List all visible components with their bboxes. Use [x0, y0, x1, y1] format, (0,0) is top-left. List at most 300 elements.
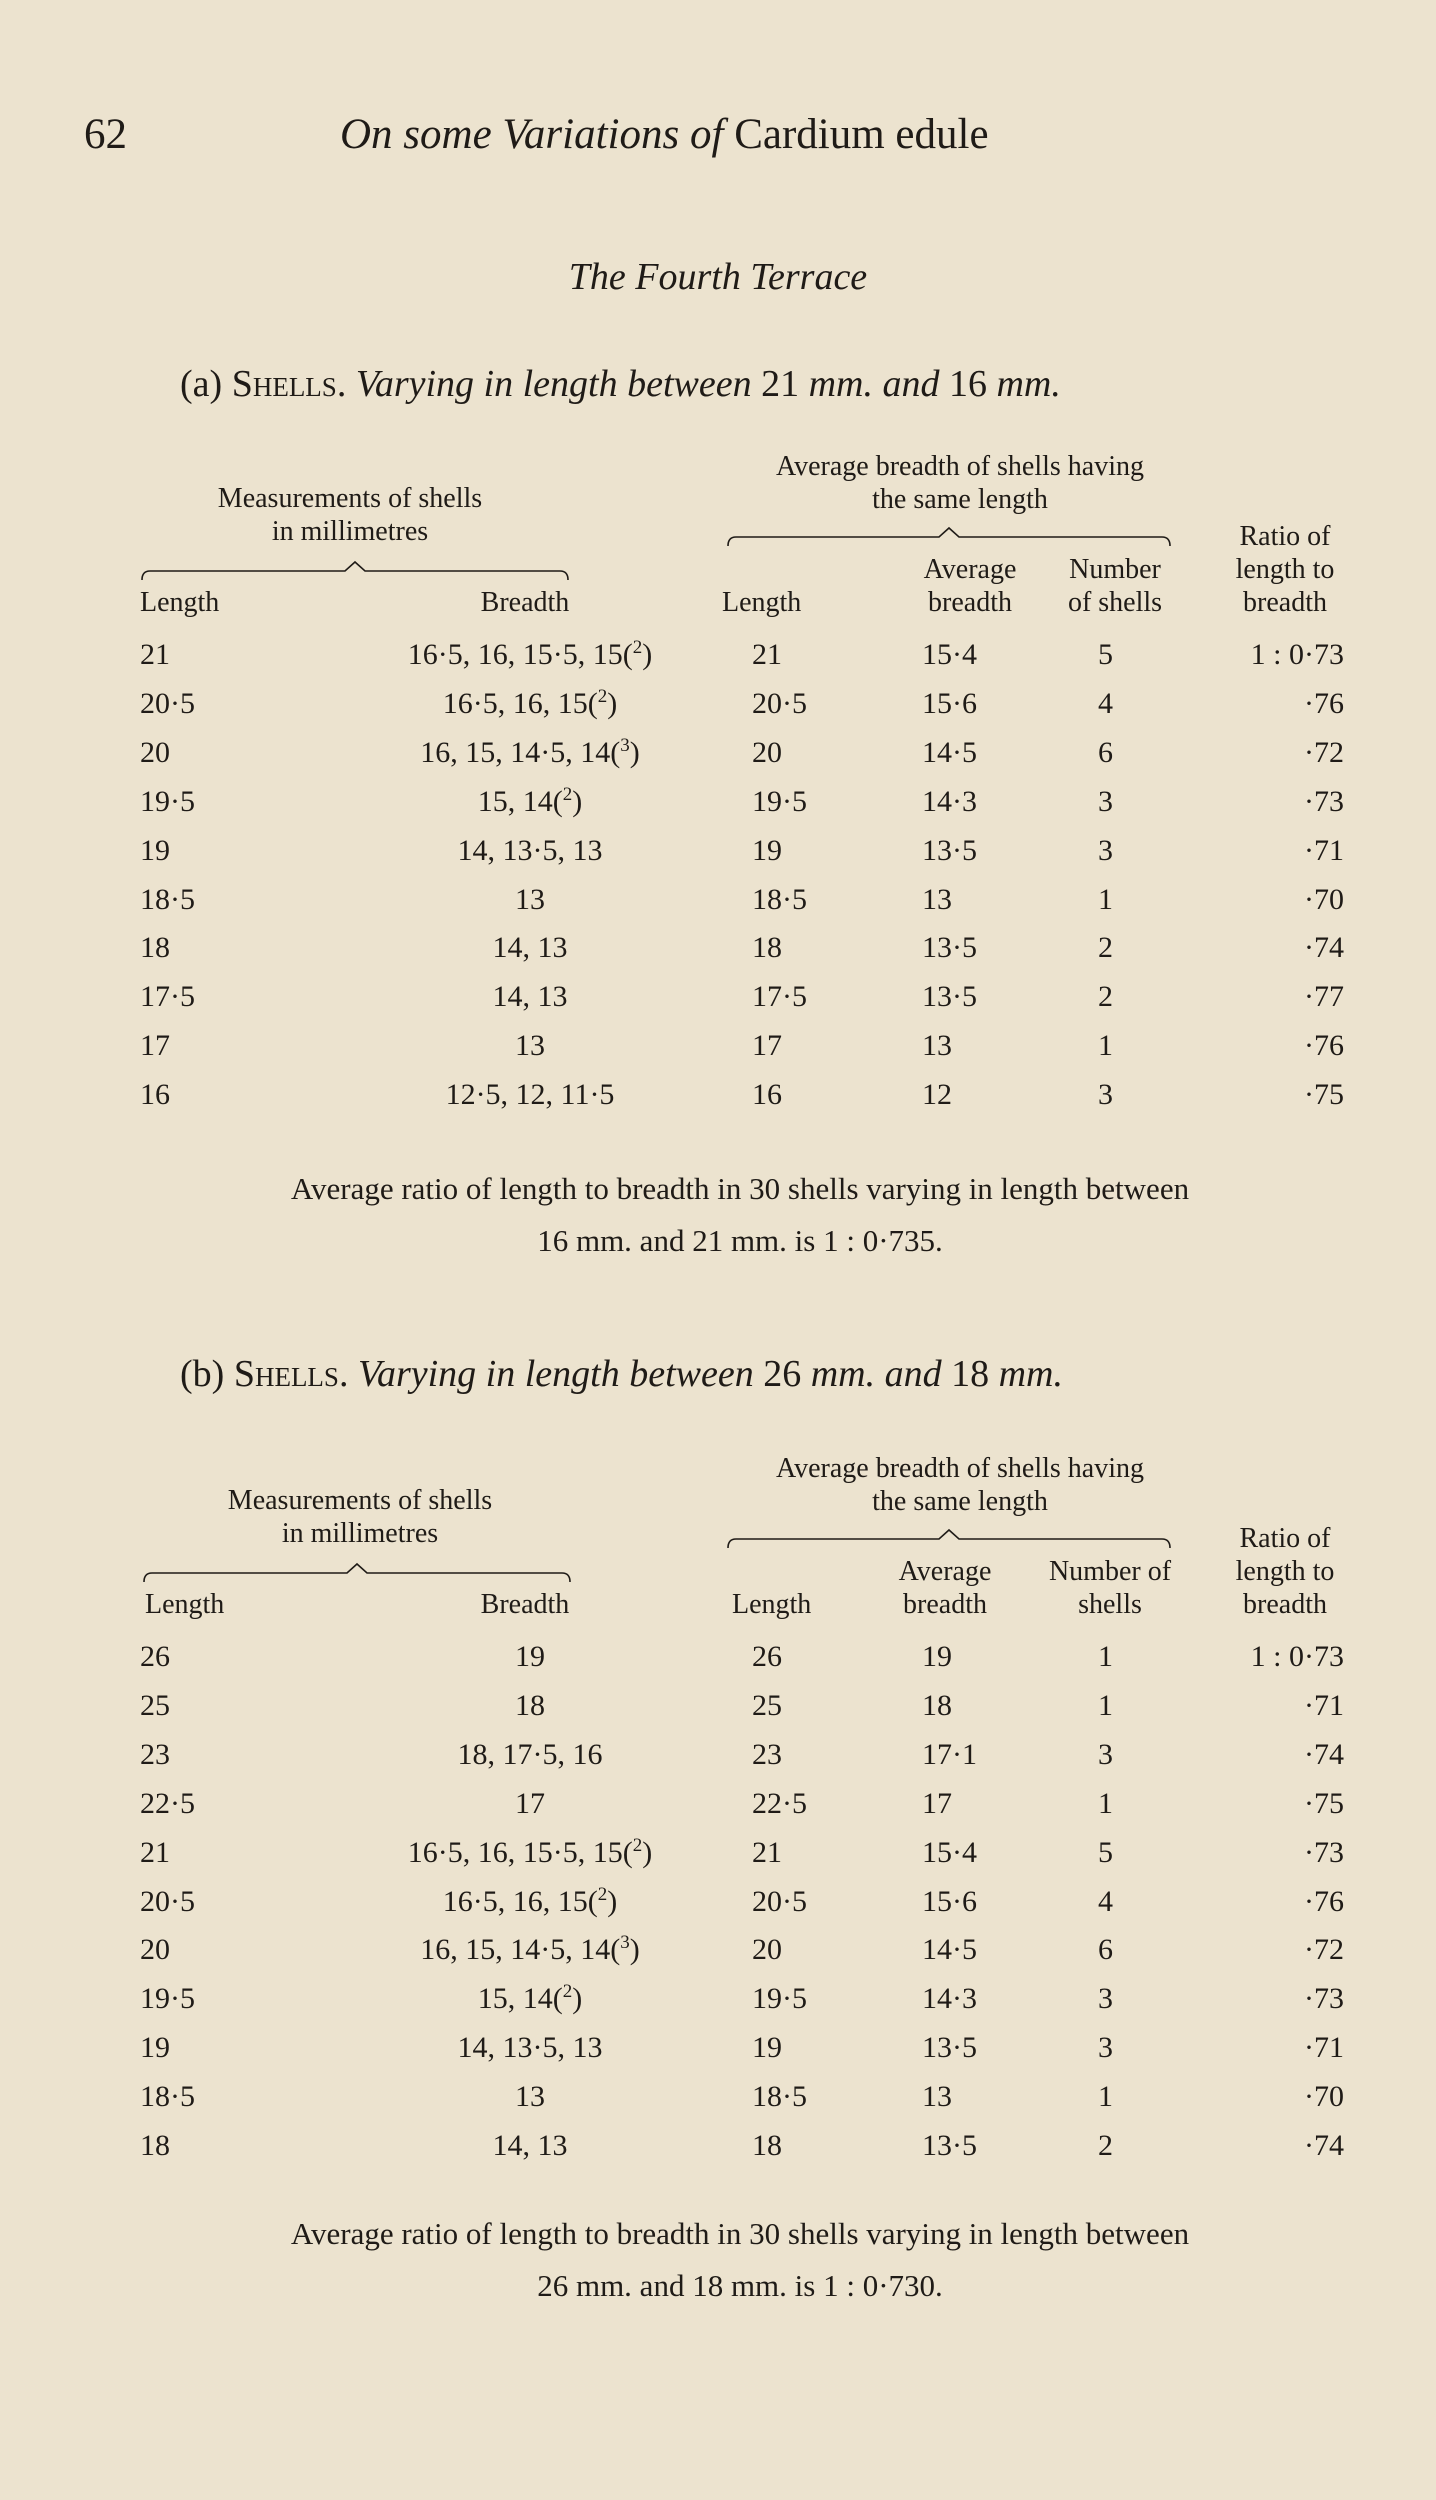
cell-length-text: 19·5 [140, 784, 195, 818]
group-right-line2: the same length [872, 484, 1048, 515]
cell-length-text: 17·5 [140, 980, 195, 1014]
cell-number-of-shells-text: 4 [1098, 686, 1113, 720]
cell-average-breadth-text: 13·5 [922, 833, 977, 867]
cell-length2-text: 21 [752, 1835, 782, 1869]
cell-average-breadth-text: 15·4 [922, 638, 977, 671]
cell-length-text: 19·5 [140, 1982, 195, 2016]
summary-line2: 16 mm. and 21 mm. is 1 : 0·735. [537, 1223, 943, 1258]
table-a-desc-1: Varying in length between [355, 363, 752, 405]
cell-average-breadth-text: 14·3 [922, 1982, 977, 2016]
cell-length [140, 785, 195, 819]
cell-length2 [752, 883, 807, 917]
cell-length2 [752, 1689, 782, 1723]
cell-length-text: 16 [140, 1078, 170, 1112]
cell-average-breadth-text: 13·5 [922, 931, 977, 965]
cell-number-of-shells-text: 2 [1098, 2129, 1113, 2162]
running-title-italic: On some Variations of [340, 111, 724, 158]
summary-line1: Average ratio of length to breadth in 30 shells varying in length between [290, 2216, 1190, 2251]
cell-length2-text: 17 [752, 1029, 782, 1063]
cell-length [140, 2080, 195, 2114]
cell-breadth: 15, 14($^2$) [477, 1981, 583, 2016]
cell-ratio-text: ·72 [1304, 1933, 1344, 1967]
cell-number-of-shells-text: 2 [1098, 980, 1113, 1014]
cell-length [140, 1933, 170, 1967]
cell-length [140, 931, 170, 965]
cell-ratio-text: ·72 [1304, 735, 1344, 769]
table-a-brace-left [140, 560, 570, 582]
cell-length-text: 20·5 [140, 1884, 195, 1918]
cell-length2 [752, 1029, 782, 1063]
cell-ratio-text: ·74 [1304, 2129, 1344, 2162]
cell-number-of-shells [1098, 1738, 1113, 1772]
footnote-count: 3 [620, 734, 630, 756]
col-avg-line1: Average [923, 554, 1017, 585]
cell-average-breadth-text: 15·4 [922, 1835, 977, 1869]
cell-breadth [360, 1738, 700, 1772]
cell-breadth: 16, 15, 14·5, 14($^3$) [420, 734, 640, 769]
cell-number-of-shells [1098, 1078, 1113, 1112]
cell-length [140, 2129, 170, 2163]
cell-number-of-shells [1098, 2031, 1113, 2065]
col-ratio-line3: breadth [1243, 1589, 1327, 1620]
cell-ratio [1304, 1029, 1344, 1063]
cell-breadth-text: 13 [515, 2080, 545, 2114]
cell-breadth-text: 13 [515, 1029, 545, 1063]
group-left-line2: in millimetres [281, 1518, 439, 1549]
cell-breadth-text: 14, 13 [492, 2129, 568, 2162]
cell-number-of-shells-text: 1 [1098, 1786, 1113, 1820]
cell-length2 [752, 1738, 782, 1772]
col-ratio-line1: Ratio of [1239, 1523, 1331, 1554]
table-b-brace-right [726, 1528, 1172, 1550]
cell-average-breadth [922, 687, 977, 721]
cell-number-of-shells-text: 4 [1098, 1884, 1113, 1918]
cell-number-of-shells [1098, 1029, 1113, 1063]
cell-ratio-text: ·73 [1304, 784, 1344, 818]
cell-ratio-text: ·71 [1304, 1688, 1344, 1722]
table-a-label: Shells. [231, 363, 347, 405]
cell-average-breadth [922, 834, 977, 868]
cell-length2 [752, 2031, 782, 2065]
cell-ratio [1304, 931, 1344, 965]
cell-length2 [752, 2129, 782, 2163]
table-row [0, 931, 1436, 979]
cell-number-of-shells [1098, 1885, 1113, 1919]
cell-breadth-text: 14, 13 [492, 931, 568, 965]
cell-length [140, 1885, 195, 1919]
cell-number-of-shells-text: 1 [1098, 2080, 1113, 2114]
cell-length2-text: 19·5 [752, 784, 807, 818]
cell-number-of-shells [1098, 1836, 1113, 1870]
cell-ratio-text: 1 : 0·73 [1250, 638, 1344, 671]
cell-breadth-text: 12·5, 12, 11·5 [445, 1078, 615, 1112]
col-num-line1: Number of [1048, 1556, 1172, 1587]
cell-number-of-shells [1098, 980, 1113, 1014]
cell-length [140, 1078, 170, 1112]
cell-average-breadth-text: 17·1 [922, 1737, 977, 1771]
cell-breadth-text: 14, 13 [492, 980, 568, 1014]
cell-ratio [1304, 1689, 1344, 1723]
table-row [0, 736, 1436, 784]
table-a-col-num [1045, 553, 1185, 619]
cell-length-text: 20 [140, 735, 170, 769]
footnote-count: 2 [597, 685, 608, 707]
cell-length2 [752, 785, 807, 819]
cell-breadth [360, 980, 700, 1014]
table-b-col-breadth: Breadth [480, 1589, 570, 1620]
cell-breadth-text: 17 [515, 1786, 545, 1820]
col-avg-line1: Average [898, 1556, 992, 1587]
cell-average-breadth-text: 13 [922, 882, 952, 916]
cell-length2-text: 20·5 [752, 1884, 807, 1918]
cell-ratio [1304, 1933, 1344, 1967]
table-b-group-left [150, 1484, 570, 1550]
group-left-line1: Measurements of shells [227, 1485, 493, 1516]
group-left-line1: Measurements of shells [217, 483, 483, 514]
cell-length [140, 883, 195, 917]
cell-length2 [752, 736, 782, 770]
table-b-col-ratio [1210, 1522, 1360, 1621]
cell-number-of-shells-text: 6 [1098, 1933, 1113, 1967]
cell-breadth [360, 931, 700, 965]
cell-average-breadth-text: 13·5 [922, 2129, 977, 2162]
cell-length-text: 18 [140, 931, 170, 965]
cell-length-text: 23 [140, 1737, 170, 1771]
group-right-line2: the same length [872, 1486, 1048, 1517]
cell-breadth: 15, 14($^2$) [477, 783, 583, 818]
cell-length2-text: 22·5 [752, 1786, 807, 1820]
cell-length2-text: 20 [752, 735, 782, 769]
cell-number-of-shells-text: 6 [1098, 735, 1113, 769]
page-number: 62 [84, 111, 127, 158]
section-title: The Fourth Terrace [568, 256, 868, 298]
table-row [0, 1933, 1436, 1981]
cell-length2-text: 20 [752, 1933, 782, 1967]
cell-length2-text: 18·5 [752, 882, 807, 916]
cell-average-breadth [922, 1689, 952, 1723]
cell-ratio-text: ·74 [1304, 1737, 1344, 1771]
summary-line2: 26 mm. and 18 mm. is 1 : 0·730. [537, 2268, 943, 2303]
cell-length2 [752, 638, 782, 672]
cell-number-of-shells [1098, 785, 1113, 819]
table-row [0, 687, 1436, 735]
cell-length [140, 980, 195, 1014]
cell-length [140, 2031, 170, 2065]
footnote-count: 2 [562, 783, 573, 805]
cell-length2-text: 17·5 [752, 980, 807, 1014]
cell-breadth-text: 16, 15, 14·5, 14 [420, 735, 611, 769]
cell-ratio [1304, 785, 1344, 819]
table-a-num-2: 16 [948, 363, 987, 405]
cell-breadth: 16·5, 16, 15($^2$) [442, 1883, 618, 1918]
cell-average-breadth-text: 13 [922, 1029, 952, 1063]
cell-length2 [752, 687, 807, 721]
cell-number-of-shells [1098, 2080, 1113, 2114]
cell-number-of-shells-text: 3 [1098, 1737, 1113, 1771]
cell-length [140, 1836, 170, 1870]
cell-length2-text: 20·5 [752, 686, 807, 720]
cell-breadth-text: 19 [515, 1640, 545, 1673]
cell-average-breadth [922, 1885, 977, 1919]
cell-breadth [360, 2129, 700, 2163]
cell-average-breadth-text: 14·3 [922, 784, 977, 818]
cell-average-breadth-text: 12 [922, 1078, 952, 1112]
table-a-col-avg [905, 553, 1035, 619]
table-row [0, 2031, 1436, 2079]
table-row [0, 1738, 1436, 1786]
group-right-line1: Average breadth of shells having [775, 451, 1145, 482]
table-b-heading [180, 1352, 1063, 1396]
cell-ratio-text: ·75 [1304, 1078, 1344, 1112]
cell-average-breadth-text: 19 [922, 1640, 952, 1673]
cell-average-breadth [922, 1982, 977, 2016]
cell-ratio-text: ·71 [1304, 2031, 1344, 2065]
cell-ratio-text: ·70 [1304, 2080, 1344, 2114]
table-row [0, 834, 1436, 882]
table-row [0, 2129, 1436, 2177]
table-a-col-length2: Length [722, 587, 802, 618]
col-num-line2: of shells [1067, 587, 1163, 618]
table-b-summary [140, 2208, 1340, 2312]
cell-length [140, 1982, 195, 2016]
cell-ratio-text: ·73 [1304, 1835, 1344, 1869]
cell-length2 [752, 980, 807, 1014]
cell-average-breadth [922, 736, 977, 770]
col-ratio-line1: Ratio of [1239, 521, 1331, 552]
cell-number-of-shells [1098, 2129, 1113, 2163]
cell-average-breadth-text: 13·5 [922, 2031, 977, 2065]
cell-ratio [1304, 687, 1344, 721]
table-a-summary [140, 1163, 1340, 1267]
table-a-prefix: (a) [180, 363, 223, 405]
table-a-desc-3: mm. [996, 363, 1061, 405]
table-b-desc-2: mm. and [810, 1353, 942, 1395]
table-b-desc-1: Varying in length between [357, 1353, 754, 1395]
cell-number-of-shells-text: 1 [1098, 1029, 1113, 1063]
cell-breadth [360, 1640, 700, 1674]
cell-length2-text: 23 [752, 1737, 782, 1771]
cell-average-breadth-text: 14·5 [922, 735, 977, 769]
cell-length [140, 736, 170, 770]
cell-breadth-text: 14, 13·5, 13 [457, 2031, 603, 2065]
cell-number-of-shells [1098, 1640, 1113, 1674]
col-num-line1: Number [1069, 554, 1161, 585]
cell-average-breadth-text: 13 [922, 2080, 952, 2114]
cell-average-breadth [922, 1738, 977, 1772]
cell-breadth [360, 1787, 700, 1821]
cell-ratio-text: ·75 [1304, 1786, 1344, 1820]
cell-ratio-text: ·76 [1304, 1029, 1344, 1063]
cell-ratio-text: ·76 [1304, 686, 1344, 720]
table-a-group-left [140, 482, 560, 548]
cell-breadth-text: 15, 14 [477, 1982, 553, 2016]
group-right-line1: Average breadth of shells having [775, 1453, 1145, 1484]
cell-breadth: 16·5, 16, 15·5, 15($^2$) [407, 1834, 653, 1869]
cell-length-text: 20·5 [140, 686, 195, 720]
cell-ratio [1304, 2129, 1344, 2163]
cell-ratio [1304, 883, 1344, 917]
cell-length-text: 22·5 [140, 1786, 195, 1820]
table-a-brace-right [726, 526, 1172, 548]
table-row [0, 1885, 1436, 1933]
table-a-col-ratio [1210, 520, 1360, 619]
table-b-num-2: 18 [951, 1353, 990, 1395]
cell-length2 [752, 1933, 782, 1967]
table-b-num-1: 26 [763, 1353, 802, 1395]
table-a-col-breadth: Breadth [480, 587, 570, 618]
cell-number-of-shells [1098, 931, 1113, 965]
cell-average-breadth-text: 18 [922, 1688, 952, 1722]
cell-ratio-text: ·74 [1304, 931, 1344, 965]
cell-average-breadth [922, 1787, 952, 1821]
table-a-col-length: Length [140, 587, 220, 618]
cell-average-breadth-text: 17 [922, 1786, 952, 1820]
cell-breadth-text: 16·5, 16, 15·5, 15 [407, 1835, 623, 1869]
cell-length [140, 1029, 170, 1063]
cell-breadth [360, 1689, 700, 1723]
cell-ratio [1304, 2031, 1344, 2065]
cell-length2-text: 16 [752, 1078, 782, 1112]
cell-length2 [752, 1787, 807, 1821]
cell-number-of-shells [1098, 883, 1113, 917]
cell-average-breadth-text: 13·5 [922, 980, 977, 1014]
cell-breadth-text: 13 [515, 882, 545, 916]
cell-length [140, 687, 195, 721]
cell-average-breadth [922, 785, 977, 819]
cell-breadth-text: 15, 14 [477, 784, 553, 818]
cell-breadth-text: 18, 17·5, 16 [457, 1737, 603, 1771]
cell-ratio [1304, 1982, 1344, 2016]
col-num-line2: shells [1078, 1589, 1142, 1620]
cell-ratio [1251, 638, 1344, 672]
cell-number-of-shells-text: 3 [1098, 1078, 1113, 1112]
cell-ratio-text: 1 : 0·73 [1250, 1640, 1344, 1673]
table-b-brace-left [142, 1562, 572, 1584]
cell-number-of-shells-text: 5 [1098, 638, 1113, 671]
cell-breadth-text: 16·5, 16, 15·5, 15 [407, 638, 623, 671]
cell-ratio [1251, 1640, 1344, 1674]
cell-number-of-shells [1098, 1982, 1113, 2016]
cell-ratio-text: ·73 [1304, 1982, 1344, 2016]
cell-number-of-shells [1098, 1689, 1113, 1723]
cell-average-breadth [922, 1078, 952, 1112]
cell-length-text: 19 [140, 833, 170, 867]
cell-ratio [1304, 1836, 1344, 1870]
cell-number-of-shells-text: 3 [1098, 833, 1113, 867]
cell-length [140, 1738, 170, 1772]
cell-average-breadth [922, 2080, 952, 2114]
cell-number-of-shells-text: 1 [1098, 1640, 1113, 1673]
table-row [0, 1078, 1436, 1126]
cell-ratio-text: ·77 [1304, 980, 1344, 1014]
cell-length-text: 20 [140, 1933, 170, 1967]
cell-average-breadth [922, 638, 977, 672]
cell-length2-text: 18 [752, 931, 782, 965]
cell-length2 [752, 1982, 807, 2016]
table-b-group-right [690, 1452, 1230, 1518]
cell-number-of-shells-text: 3 [1098, 784, 1113, 818]
cell-number-of-shells [1098, 1933, 1113, 1967]
cell-ratio [1304, 1078, 1344, 1112]
cell-length2 [752, 1836, 782, 1870]
table-a-group-right [690, 450, 1230, 516]
footnote-count: 3 [620, 1932, 630, 1954]
cell-ratio-text: ·70 [1304, 882, 1344, 916]
table-a-desc-2: mm. and [808, 363, 940, 405]
cell-number-of-shells [1098, 687, 1113, 721]
cell-ratio-text: ·76 [1304, 1884, 1344, 1918]
col-ratio-line2: length to [1235, 554, 1335, 585]
cell-breadth: 16·5, 16, 15($^2$) [442, 685, 618, 720]
cell-average-breadth-text: 15·6 [922, 1884, 977, 1918]
cell-length2-text: 19·5 [752, 1982, 807, 2016]
table-row [0, 1640, 1436, 1688]
group-left-line2: in millimetres [271, 516, 429, 547]
table-row [0, 2080, 1436, 2128]
table-b-desc-3: mm. [998, 1353, 1063, 1395]
table-row [0, 785, 1436, 833]
cell-average-breadth [922, 931, 977, 965]
cell-ratio [1304, 1787, 1344, 1821]
cell-length2 [752, 834, 782, 868]
cell-ratio-text: ·71 [1304, 833, 1344, 867]
table-row [0, 883, 1436, 931]
cell-length-text: 18·5 [140, 2080, 195, 2114]
cell-length2-text: 19 [752, 833, 782, 867]
cell-length2-text: 18·5 [752, 2080, 807, 2114]
table-row [0, 1836, 1436, 1884]
cell-breadth-text: 14, 13·5, 13 [457, 833, 603, 867]
cell-length2-text: 26 [752, 1640, 782, 1673]
cell-ratio [1304, 1738, 1344, 1772]
cell-breadth-text: 16·5, 16, 15 [442, 1884, 588, 1918]
cell-length-text: 19 [140, 2031, 170, 2065]
cell-length-text: 18·5 [140, 882, 195, 916]
cell-average-breadth [922, 2031, 977, 2065]
cell-length2-text: 25 [752, 1688, 782, 1722]
cell-number-of-shells [1098, 736, 1113, 770]
table-row [0, 980, 1436, 1028]
footnote-count: 2 [562, 1981, 573, 2003]
cell-length-text: 17 [140, 1029, 170, 1063]
cell-length2-text: 19 [752, 2031, 782, 2065]
table-row [0, 1787, 1436, 1835]
cell-ratio [1304, 2080, 1344, 2114]
col-avg-line2: breadth [903, 1589, 987, 1620]
footnote-count: 2 [632, 637, 643, 658]
cell-length2 [752, 2080, 807, 2114]
cell-length-text: 21 [140, 638, 170, 671]
cell-number-of-shells-text: 2 [1098, 931, 1113, 965]
cell-breadth: 16·5, 16, 15·5, 15($^2$) [407, 637, 653, 671]
cell-length2 [752, 1078, 782, 1112]
cell-average-breadth [922, 1029, 952, 1063]
running-title [340, 110, 989, 159]
cell-length [140, 1787, 195, 1821]
table-b-col-num [1025, 1555, 1195, 1621]
table-row [0, 1982, 1436, 2030]
cell-length2-text: 18 [752, 2129, 782, 2162]
table-row [0, 1689, 1436, 1737]
cell-breadth [360, 2031, 700, 2065]
cell-length-text: 21 [140, 1835, 170, 1869]
cell-breadth: 16, 15, 14·5, 14($^3$) [420, 1932, 640, 1967]
col-avg-line2: breadth [928, 587, 1012, 618]
cell-average-breadth [922, 883, 952, 917]
table-b-col-length2: Length [732, 1589, 812, 1620]
cell-length2 [752, 1885, 807, 1919]
cell-breadth-text: 16·5, 16, 15 [442, 686, 588, 720]
